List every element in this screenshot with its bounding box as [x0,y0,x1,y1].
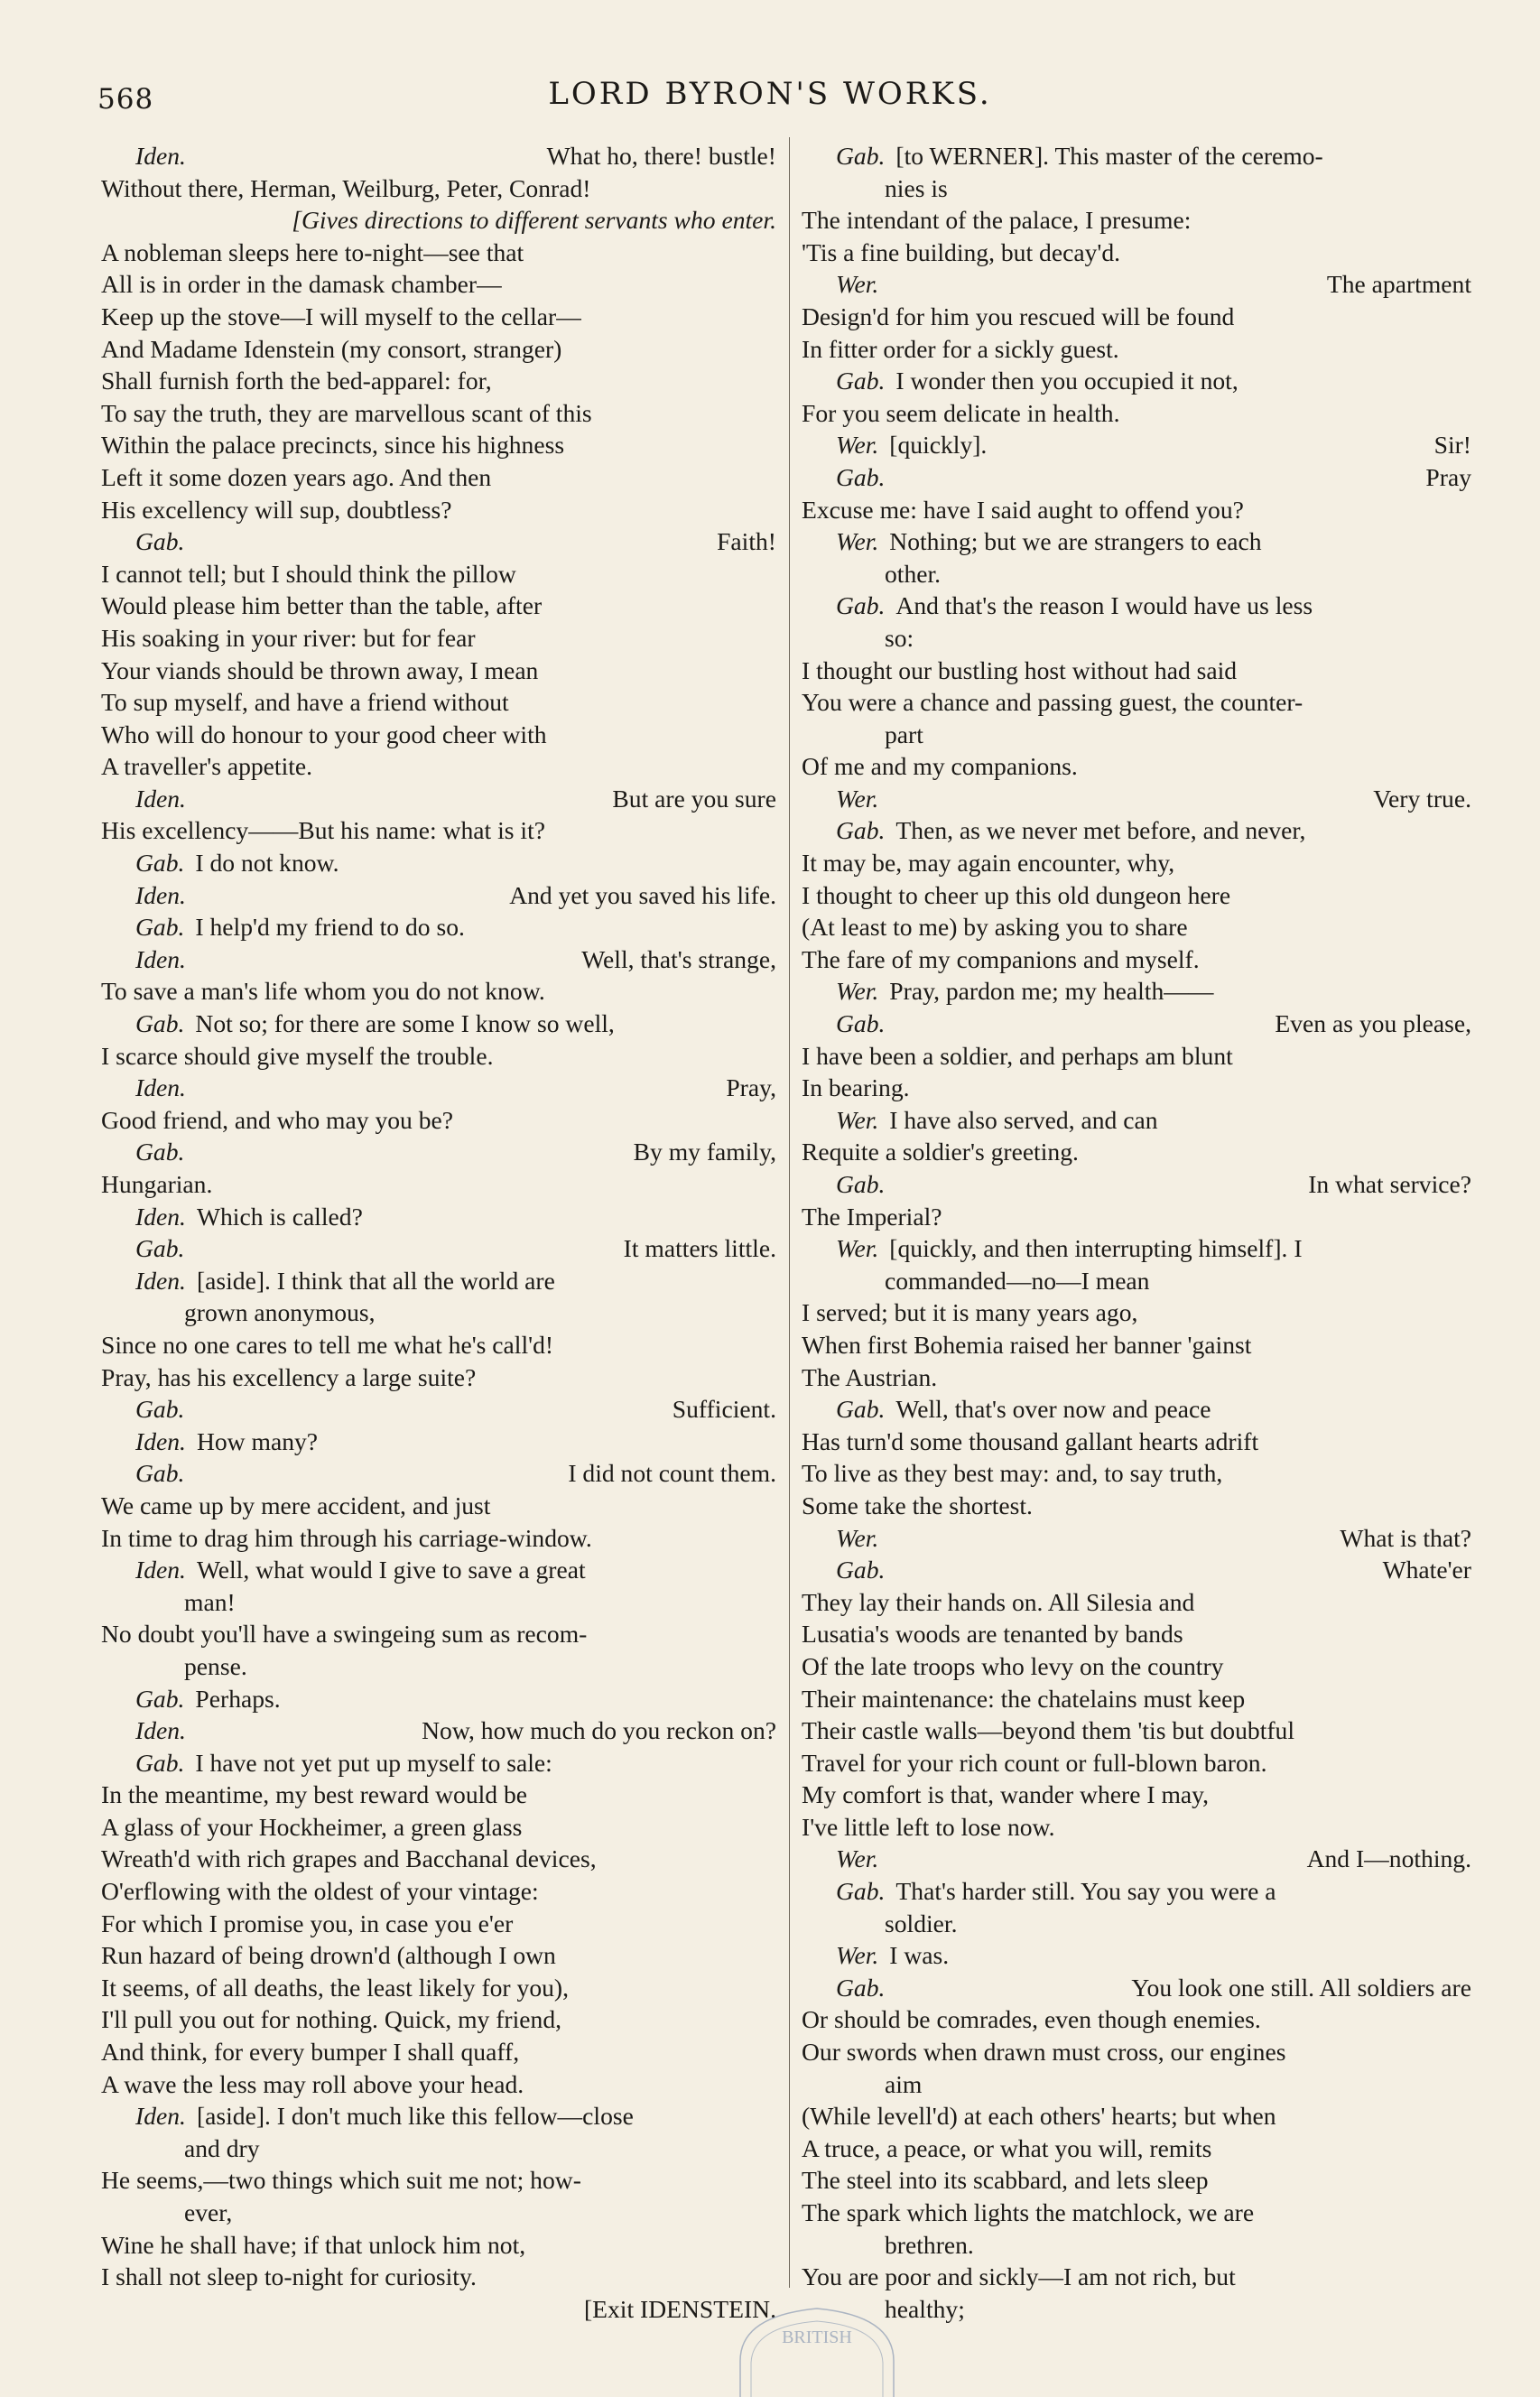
speech-text-right: I did not count them. [568,1459,776,1488]
text-line: For which I promise you, in case you e'er [101,1909,514,1937]
text-line [101,1232,776,1265]
speech-text: Well, that's over now and peace [895,1395,1211,1424]
speech-text: I have also served, and can [889,1105,1158,1134]
text-line: Has turn'd some thousand gallant hearts adrift [802,1426,1259,1455]
text-line: Or should be comrades, even though enemies. [802,2005,1261,2034]
speaker-name: Gab. [836,591,886,620]
column-divider [789,137,790,2288]
text-line: (At least to me) by asking you to share [802,913,1188,942]
speech-text-right: The apartment [1326,270,1471,299]
text-line: Their maintenance: the chatelains must keep [802,1684,1246,1713]
text-line: To say the truth, they are marvellous scant of this [101,398,592,427]
text-line: Requite a soldier's greeting. [802,1138,1079,1166]
text-line [802,140,1471,172]
text-line: To sup myself, and have a friend without [101,688,509,717]
text-line: I thought to cheer up this old dungeon here [802,880,1231,909]
text-line: Some take the shortest. [802,1491,1033,1519]
page-number: 568 [97,83,154,116]
speaker-name: Wer. [836,270,879,299]
text-line: nies is [885,173,948,202]
speech-text-right: Sufficient. [672,1395,776,1424]
text-line [101,1008,776,1040]
speaker-name: Iden. [135,784,186,813]
text-line: 'Tis a fine building, but decay'd. [802,237,1121,266]
text-line: Shall furnish forth the bed-apparel: for, [101,367,492,395]
text-line [101,879,776,912]
speech-text: Which is called? [196,1202,363,1231]
text-line [101,1747,776,1779]
text-line: A wave the less may roll above your head. [101,2069,524,2098]
text-line: Wreath'd with rich grapes and Bacchanal devices, [101,1844,597,1873]
speech-text: And that's the reason I would have us less [895,591,1313,620]
text-line: ever, [184,2198,233,2226]
speaker-name: Gab. [836,1395,886,1424]
text-line: Since no one cares to tell me what he's call'd! [101,1330,554,1359]
text-line: For you seem delicate in health. [802,398,1120,427]
text-line: Of the late troops who levy on the country [802,1651,1224,1680]
text-line: aim [885,2069,923,2098]
speech-text-right: By my family, [633,1138,776,1166]
text-line [802,1104,1471,1137]
speaker-name: Gab. [836,142,886,170]
text-line: Who will do honour to your good cheer with [101,720,547,748]
speaker-name: Gab. [135,1684,185,1713]
speech-text: I wonder then you occupied it not, [895,367,1238,395]
speech-text-right: Now, how much do you reckon on? [422,1716,776,1745]
speech-text: Not so; for there are some I know so well, [195,1009,615,1038]
text-line: Lusatia's woods are tenanted by bands [802,1620,1183,1649]
speech-text: How many? [196,1426,319,1455]
text-line: The fare of my companions and myself. [802,944,1200,973]
text-line [101,911,776,943]
text-line [802,429,1471,461]
text-line: Would please him better than the table, after [101,591,543,620]
text-line: His soaking in your river: but for fear [101,623,476,652]
text-line [802,1232,1471,1265]
speaker-name: Wer. [836,431,879,460]
text-line: A glass of your Hockheimer, a green glass [101,1812,523,1841]
text-line: Run hazard of being drown'd (although I own [101,1941,556,1970]
speaker-name: Gab. [135,913,185,942]
text-line [101,943,776,976]
speaker-name: Wer. [836,1105,879,1134]
speech-text: I have not yet put up myself to sale: [195,1748,552,1777]
text-line [802,590,1471,622]
speaker-name: Gab. [135,527,185,556]
text-line [802,1008,1471,1040]
text-line: Without there, Herman, Weilburg, Peter, Conrad! [101,173,591,202]
speaker-name: Gab. [836,1877,886,1906]
text-line: Left it some dozen years ago. And then [101,462,492,491]
text-line: other. [885,559,942,588]
text-line: grown anonymous, [184,1298,376,1327]
text-line: Within the palace precincts, since his highness [101,431,565,460]
speech-text: [to WERNER]. This master of the ceremo- [895,142,1323,170]
speaker-name: Iden. [135,944,186,973]
text-line: soldier. [885,1909,958,1937]
text-line: I served; but it is many years ago, [802,1298,1138,1327]
text-line: Your viands should be thrown away, I mean [101,655,539,684]
speaker-name: Wer. [836,1523,879,1552]
speech-text-right: Pray [1425,462,1471,491]
text-line [101,1393,776,1426]
speech-text-right: Very true. [1373,784,1471,813]
speaker-name: Gab. [836,1170,886,1198]
text-line [802,1843,1471,1875]
text-line: In the meantime, my best reward would be [101,1780,528,1809]
text-line: A truce, a peace, or what you will, remits [802,2133,1212,2162]
speech-text: I do not know. [195,849,339,878]
text-line: It seems, of all deaths, the least likely for you), [101,1973,570,2002]
speaker-name: Wer. [836,784,879,813]
speaker-name: Iden. [135,2102,186,2131]
text-line: To live as they best may: and, to say truth, [802,1459,1223,1488]
text-line: Good friend, and who may you be? [101,1105,454,1134]
text-line: They lay their hands on. All Silesia and [802,1587,1195,1616]
text-line [101,1136,776,1168]
speaker-name: Iden. [135,1426,186,1455]
text-line: In time to drag him through his carriage-window. [101,1523,592,1552]
speaker-name: Gab. [135,849,185,878]
text-line [802,365,1471,397]
text-line: and dry [184,2133,260,2162]
speaker-name: Gab. [135,1009,185,1038]
stamp-text: BRITISH [782,2327,852,2347]
left-column [101,140,776,2325]
speaker-name: Gab. [135,1459,185,1488]
text-line: Wine he shall have; if that unlock him not, [101,2230,526,2259]
text-line: Their castle walls—beyond them 'tis but doubtful [802,1716,1295,1745]
speaker-name: Gab. [836,816,886,845]
text-line [802,814,1471,847]
speech-text-right: And I—nothing. [1306,1844,1471,1873]
speech-text: [aside]. I don't much like this fellow—close [196,2102,634,2131]
text-line: In bearing. [802,1073,910,1102]
text-line: He seems,—two things which suit me not; how- [101,2166,581,2195]
speaker-name: Wer. [836,977,879,1006]
text-line: When first Bohemia raised her banner 'gainst [802,1330,1252,1359]
speaker-name: Iden. [135,1556,186,1584]
speech-text: Then, as we never met before, and never, [895,816,1306,845]
text-line [802,1554,1471,1586]
speech-text-right: You look one still. All soldiers are [1131,1973,1471,2002]
speaker-name: Gab. [135,1234,185,1263]
text-line: The steel into its scabbard, and lets sleep [802,2166,1209,2195]
speaker-name: Gab. [836,1009,886,1038]
speaker-name: Wer. [836,1234,879,1263]
speech-text: Nothing; but we are strangers to each [889,527,1262,556]
text-line: No doubt you'll have a swingeing sum as recom- [101,1620,588,1649]
text-line [802,783,1471,815]
speaker-name: Gab. [135,1395,185,1424]
speaker-name: Gab. [836,1973,886,2002]
speech-text: That's harder still. You say you were a [895,1877,1276,1906]
speech-text: [quickly]. [889,431,988,460]
text-line: I have been a soldier, and perhaps am blunt [802,1041,1233,1070]
speaker-name: Iden. [135,1202,186,1231]
text-line [802,1522,1471,1555]
text-line [101,1714,776,1747]
text-line: brethren. [885,2230,974,2259]
text-line: His excellency——But his name: what is it? [101,816,545,845]
speech-text-right: In what service? [1308,1170,1471,1198]
speaker-name: Iden. [135,142,186,170]
speaker-name: Gab. [836,367,886,395]
text-line: healthy; [885,2294,965,2323]
text-line: I thought our bustling host without had said [802,655,1238,684]
text-line: The Austrian. [802,1362,938,1391]
text-line: Hungarian. [101,1170,213,1198]
text-line: Our swords when drawn must cross, our engines [802,2038,1286,2067]
text-line: A nobleman sleeps here to-night—see that [101,237,524,266]
text-line [101,140,776,172]
speech-text: Well, what would I give to save a great [196,1556,586,1584]
speech-text: I help'd my friend to do so. [195,913,465,942]
text-line: O'erflowing with the oldest of your vintage: [101,1877,539,1906]
speaker-name: Gab. [836,1556,886,1584]
speech-text: Pray, pardon me; my health—— [889,977,1214,1006]
text-line: His excellency will sup, doubtless? [101,495,452,524]
speaker-name: Wer. [836,527,879,556]
speaker-name: Iden. [135,880,186,909]
text-line [101,783,776,815]
text-line: All is in order in the damask chamber— [101,270,502,299]
text-line: And Madame Idenstein (my consort, stranger) [101,334,562,363]
speech-text-right: Even as you please, [1275,1009,1471,1038]
text-line [101,1072,776,1104]
text-line [802,461,1471,494]
text-line: You were a chance and passing guest, the counter- [802,688,1303,717]
text-line [101,525,776,558]
speaker-name: Iden. [135,1716,186,1745]
text-line: And think, for every bumper I shall quaff, [101,2038,520,2067]
text-line: I've little left to lose now. [802,1812,1055,1841]
text-line [101,1554,776,1586]
text-line: It may be, may again encounter, why, [802,849,1175,878]
text-line [101,1683,776,1715]
text-line: so: [885,623,914,652]
speaker-name: Wer. [836,1941,879,1970]
text-line [101,2100,776,2132]
speech-text-right: But are you sure [612,784,776,813]
speaker-name: Iden. [135,1266,186,1295]
speech-text-right: It matters little. [623,1234,776,1263]
speech-text: [aside]. I think that all the world are [196,1266,555,1295]
speaker-name: Gab. [135,1748,185,1777]
text-line: The intendant of the palace, I presume: [802,206,1192,235]
text-line [802,1168,1471,1201]
text-line [101,1426,776,1458]
right-column [802,140,1471,2325]
text-line: Travel for your rich count or full-blown baron. [802,1748,1267,1777]
text-line: The Imperial? [802,1202,942,1231]
speech-text-right: What ho, there! bustle! [546,142,776,170]
text-line [802,1972,1471,2004]
speech-text-right: Faith! [717,527,776,556]
text-line: [Exit IDENSTEIN. [583,2294,776,2323]
speech-text-right: Pray, [726,1073,776,1102]
text-line: The spark which lights the matchlock, we are [802,2198,1255,2226]
text-line: I scarce should give myself the trouble. [101,1041,494,1070]
text-line: My comfort is that, wander where I may, [802,1780,1210,1809]
text-line [802,975,1471,1008]
text-line: pense. [184,1651,247,1680]
speech-text: [quickly, and then interrupting himself]. I [889,1234,1303,1263]
text-line: We came up by mere accident, and just [101,1491,491,1519]
text-line: A traveller's appetite. [101,752,313,781]
text-line: I'll pull you out for nothing. Quick, my friend, [101,2005,562,2034]
running-title: LORD BYRON'S WORKS. [548,76,992,112]
text-line: part [885,720,923,748]
speech-text: Perhaps. [195,1684,281,1713]
text-line [802,525,1471,558]
text-line: You are poor and sickly—I am not rich, but [802,2262,1236,2291]
text-line [802,1393,1471,1426]
text-line: [Gives directions to different servants who enter. [292,206,776,235]
text-line: To save a man's life whom you do not know. [101,977,545,1006]
text-line [101,1265,776,1297]
text-line: man! [184,1587,236,1616]
text-line: Pray, has his excellency a large suite? [101,1362,477,1391]
speaker-name: Gab. [135,1138,185,1166]
text-line: Of me and my companions. [802,752,1078,781]
text-line: Design'd for him you rescued will be found [802,302,1235,330]
text-line [802,1875,1471,1908]
text-line [101,847,776,879]
speech-text-right: And yet you saved his life. [509,880,776,909]
speaker-name: Gab. [836,462,886,491]
text-line: (While levell'd) at each others' hearts; but when [802,2102,1276,2131]
speech-text-right: Whate'er [1382,1556,1471,1584]
text-line [101,1457,776,1490]
text-line [802,1939,1471,1972]
speaker-name: Wer. [836,1844,879,1873]
speech-text-right: Well, that's strange, [581,944,776,973]
text-line: Keep up the stove—I will myself to the cellar— [101,302,581,330]
speech-text-right: Sir! [1433,431,1471,460]
speech-text-right: What is that? [1340,1523,1471,1552]
text-line: Excuse me: have I said aught to offend you? [802,495,1244,524]
text-line [101,1201,776,1233]
text-line: I shall not sleep to-night for curiosity. [101,2262,477,2291]
library-stamp [722,2298,912,2397]
text-line: I cannot tell; but I should think the pillow [101,559,516,588]
text-line: In fitter order for a sickly guest. [802,334,1119,363]
text-line: commanded—no—I mean [885,1266,1150,1295]
speaker-name: Iden. [135,1073,186,1102]
speech-text: I was. [889,1941,950,1970]
text-line [802,268,1471,301]
